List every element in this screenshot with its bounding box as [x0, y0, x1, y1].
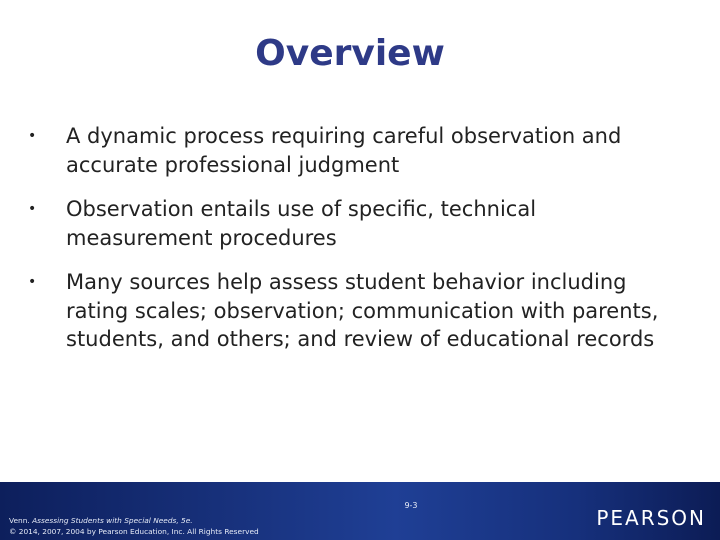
pearson-logo: PEARSON: [596, 506, 706, 530]
copyright-line: © 2014, 2007, 2004 by Pearson Education, Inc. All Rights Reserved: [9, 527, 259, 536]
citation-line: [9, 515, 259, 526]
bullet-item: [24, 122, 684, 179]
footer-citation: [9, 515, 259, 537]
bullet-icon: •: [28, 274, 37, 290]
citation-author: Venn.: [9, 516, 33, 525]
bullet-text: A dynamic process requiring careful observation and accurate professional judgment: [66, 124, 622, 177]
citation-title: Assessing Students with Special Needs, 5e.: [32, 516, 193, 525]
bullet-item: [24, 268, 684, 354]
bullet-text: Observation entails use of specific, technical measurement procedures: [66, 197, 537, 250]
bullet-icon: •: [28, 201, 37, 217]
bullet-icon: •: [28, 128, 37, 144]
bullet-text: Many sources help assess student behavior including rating scales; observation; communication with parents, students, and others; and review of educational records: [66, 270, 659, 351]
slide-title: Overview: [255, 33, 445, 74]
bullet-item: [24, 195, 684, 252]
bullet-list: [24, 122, 684, 370]
page-number: 9-3: [404, 501, 418, 510]
slide-footer: [0, 480, 720, 540]
